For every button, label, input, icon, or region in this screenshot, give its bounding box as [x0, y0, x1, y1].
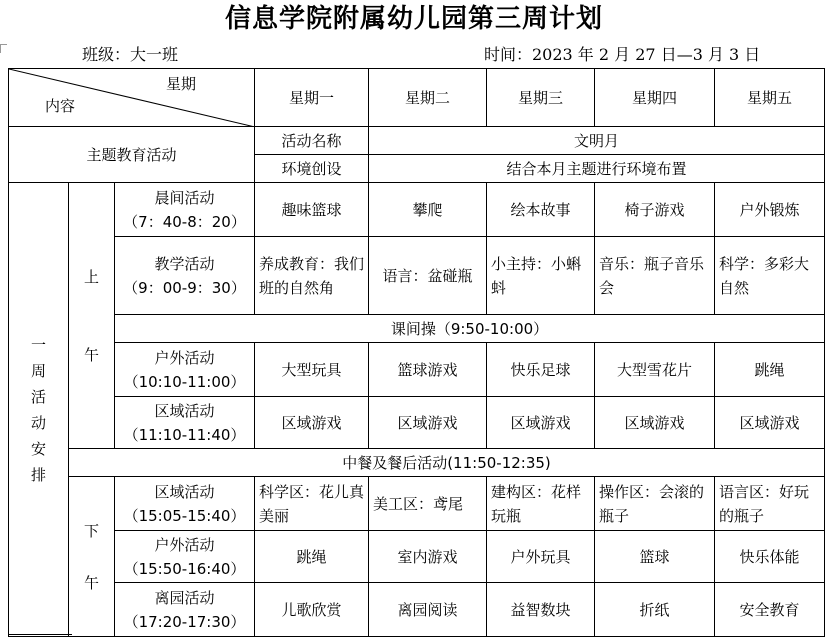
table-row — [9, 183, 825, 237]
activity-cell: 区域游戏 — [369, 397, 487, 449]
activity-cell: 区域游戏 — [255, 397, 369, 449]
activity-cell: 科学区：花儿真美丽 — [255, 477, 369, 531]
activity-name-cell: 区域活动 （15:05-15:40） — [115, 477, 255, 531]
page-corner-mark — [0, 44, 7, 53]
theme-label: 主题教育活动 — [9, 127, 255, 183]
activity-cell: 跳绳 — [255, 531, 369, 583]
day-header: 星期一 — [255, 69, 369, 127]
morning-label: 上 午 — [69, 183, 115, 449]
environment-label: 环境创设 — [255, 155, 369, 183]
activity-cell: 区域游戏 — [715, 397, 825, 449]
table-row — [9, 343, 825, 397]
table-row — [9, 397, 825, 449]
diagonal-header-cell — [9, 69, 255, 127]
day-header: 星期二 — [369, 69, 487, 127]
activity-cell: 椅子游戏 — [595, 183, 715, 237]
activity-cell: 趣味篮球 — [255, 183, 369, 237]
afternoon-label: 下 午 — [69, 477, 115, 637]
activity-cell: 大型玩具 — [255, 343, 369, 397]
activity-name-cell: 教学活动 （9：00-9：30） — [115, 237, 255, 315]
activity-cell: 音乐：瓶子音乐会 — [595, 237, 715, 315]
environment-value: 结合本月主题进行环境布置 — [369, 155, 825, 183]
day-header: 星期五 — [715, 69, 825, 127]
activity-cell: 离园阅读 — [369, 583, 487, 637]
activity-cell: 语言：盆碰瓶 — [369, 237, 487, 315]
activity-cell: 户外锻炼 — [715, 183, 825, 237]
activity-cell: 小主持：小蝌蚪 — [487, 237, 595, 315]
activity-name-cell: 户外活动 （15:50-16:40） — [115, 531, 255, 583]
activity-cell: 篮球游戏 — [369, 343, 487, 397]
table-row — [9, 449, 825, 477]
day-header: 星期四 — [595, 69, 715, 127]
activity-name-value: 文明月 — [369, 127, 825, 155]
activity-name-label: 活动名称 — [255, 127, 369, 155]
activity-cell: 科学：多彩大自然 — [715, 237, 825, 315]
lunch-cell: 中餐及餐后活动(11:50-12:35) — [69, 449, 825, 477]
table-row — [9, 531, 825, 583]
activity-cell: 区域游戏 — [595, 397, 715, 449]
table-row — [9, 583, 825, 637]
activity-name-cell: 区域活动 （11:10-11:40） — [115, 397, 255, 449]
activity-cell: 折纸 — [595, 583, 715, 637]
activity-cell: 益智数块 — [487, 583, 595, 637]
header-row — [9, 69, 825, 127]
break-exercise-cell: 课间操（9:50-10:00） — [115, 315, 825, 343]
activity-cell: 快乐体能 — [715, 531, 825, 583]
header-content-label: 内容 — [45, 97, 76, 115]
day-header: 星期三 — [487, 69, 595, 127]
activity-cell: 美工区：鸢尾 — [369, 477, 487, 531]
table-row — [9, 477, 825, 531]
theme-row — [9, 127, 825, 155]
weekly-plan-table — [8, 68, 825, 637]
activity-cell: 篮球 — [595, 531, 715, 583]
activity-cell: 快乐足球 — [487, 343, 595, 397]
activity-cell: 绘本故事 — [487, 183, 595, 237]
activity-cell: 语言区：好玩的瓶子 — [715, 477, 825, 531]
activity-cell: 户外玩具 — [487, 531, 595, 583]
activity-name-cell: 离园活动 （17:20-17:30） — [115, 583, 255, 637]
time-label: 时间：2023 年 2 月 27 日—3 月 3 日 — [484, 45, 761, 64]
table-row — [9, 315, 825, 343]
header-week-label: 星期 — [165, 75, 196, 93]
activity-cell: 区域游戏 — [487, 397, 595, 449]
page-title: 信息学院附属幼儿园第三周计划 — [224, 4, 603, 34]
activity-cell: 儿歌欣赏 — [255, 583, 369, 637]
activity-name-cell: 晨间活动 （7：40-8：20） — [115, 183, 255, 237]
activity-cell: 建构区：花样玩瓶 — [487, 477, 595, 531]
activity-cell: 跳绳 — [715, 343, 825, 397]
activity-cell: 安全教育 — [715, 583, 825, 637]
activity-name-cell: 户外活动 （10:10-11:00） — [115, 343, 255, 397]
table-row — [9, 237, 825, 315]
week-arrangement-label: 一 周 活 动 安 排 — [9, 183, 69, 637]
bottom-rule — [8, 634, 72, 635]
activity-cell: 大型雪花片 — [595, 343, 715, 397]
activity-cell: 攀爬 — [369, 183, 487, 237]
activity-cell: 操作区：会滚的瓶子 — [595, 477, 715, 531]
activity-cell: 室内游戏 — [369, 531, 487, 583]
activity-cell: 养成教育：我们班的自然角 — [255, 237, 369, 315]
class-label: 班级：大一班 — [82, 45, 179, 64]
